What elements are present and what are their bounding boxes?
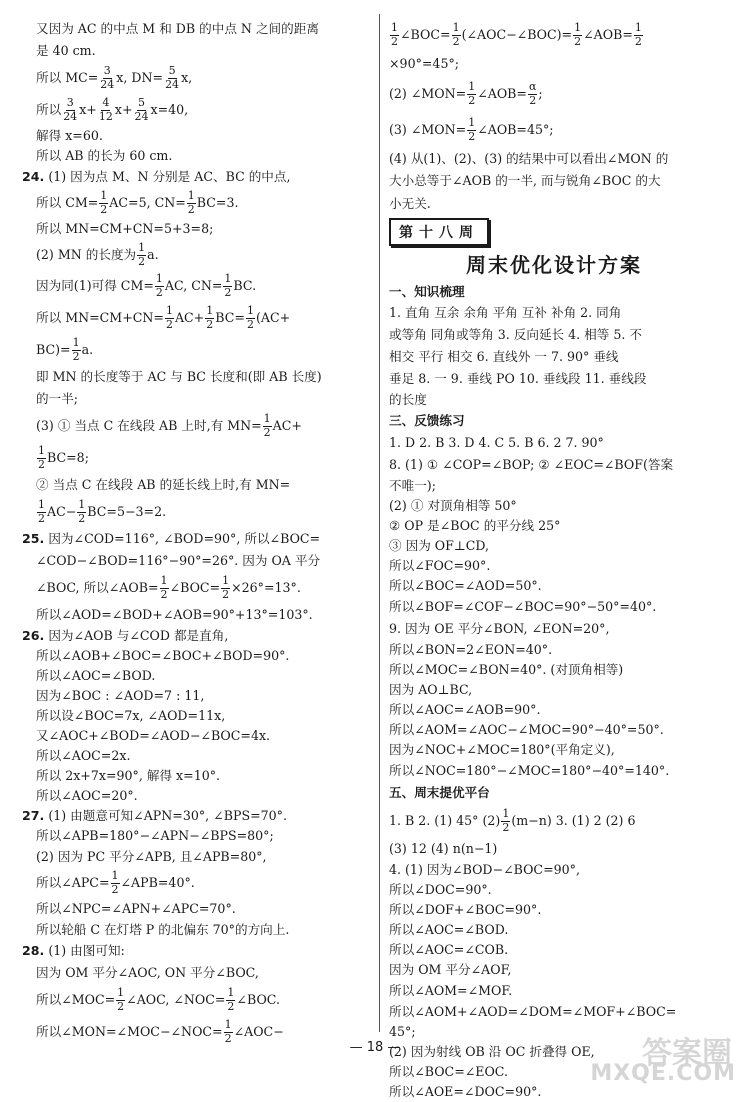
fraction: $\frac{1}{2}$ [468, 80, 476, 107]
text-line: 所以∠DOF+∠BOC=90°. [389, 902, 542, 918]
text-line: 所以 AB 的长为 60 cm. [36, 148, 173, 164]
text-line: 所以∠AOC=∠BOD. [389, 922, 509, 938]
text-line: 又因为 AC 的中点 M 和 DB 的中点 N 之间的距离 [36, 21, 319, 37]
text-line: 4. (1) 因为∠BOD−∠BOC=90°, [389, 862, 580, 878]
text-line: 的长度 [389, 392, 427, 408]
fraction: $\frac{1}{2}$ [224, 1018, 232, 1045]
text-line: 所以 MC= $\frac{3}{24}$ x, DN= $\frac{5}{24}$ x, [36, 64, 193, 91]
fraction: $\frac{1}{2}$ [206, 304, 214, 331]
text-line: 因为 OM 平分∠AOF, [389, 962, 512, 978]
question-number: 24. [22, 169, 45, 185]
right-column [389, 18, 719, 1102]
sub-heading: 三、反馈练习 [389, 413, 465, 429]
text-line: (3) 12 (4) n(n−1) [389, 841, 498, 857]
text-line: (2) 因为射线 OB 沿 OC 折叠得 OE, [389, 1044, 595, 1060]
text-line: (3) ① 当点 C 在线段 AB 上时,有 MN= $\frac{1}{2}$ AC+ [36, 412, 302, 439]
text-line: (4) 从(1)、(2)、(3) 的结果中可以看出∠MON 的 [389, 151, 669, 167]
text-line: ∠BOC, 所以∠AOB= $\frac{1}{2}$ ∠BOC= $\frac{1}{2}$ ×26°=13°. [36, 574, 301, 601]
question-28: 28. (1) 由图可知: [22, 943, 125, 959]
fraction: $\frac{1}{2}$ [138, 241, 146, 268]
text-line: 所以∠APC= $\frac{1}{2}$ ∠APB=40°. [36, 869, 195, 896]
text-line: 所以∠APB=180°−∠APN−∠BPS=80°; [36, 828, 274, 844]
watermark-logo [592, 1026, 742, 1086]
fraction: $\frac{1}{2}$ [263, 412, 271, 439]
text-line: 小无关. [389, 196, 431, 212]
fraction: $\frac{1}{2}$ [468, 116, 476, 143]
text-line: 不唯一); [389, 478, 436, 494]
text-line: 所以∠BOF=∠COF−∠BOC=90°−50°=40°. [389, 599, 657, 615]
text-line: 所以∠AOM+∠AOD=∠DOM=∠MOF+∠BOC= [389, 1004, 677, 1020]
fraction: $\frac{1}{2}$ [160, 574, 168, 601]
question-number: 26. [22, 628, 45, 644]
text-line: $\frac{1}{2}$ AC− $\frac{1}{2}$ BC=5−3=2. [38, 498, 167, 525]
text-line: (2) ∠MON= $\frac{1}{2}$ ∠AOB= $\frac{\alpha}{2}$ ; [389, 80, 543, 107]
fraction: $\frac{3}{24}$ [63, 96, 78, 123]
text-line: 因为 OM 平分∠AOC, ON 平分∠BOC, [36, 965, 259, 981]
section-title: 周末优化设计方案 [466, 253, 642, 277]
text-line: 9. 因为 OE 平分∠BON, ∠EON=20°, [389, 621, 610, 637]
fraction: $\frac{1}{2}$ [634, 21, 642, 48]
text-line: (3) ∠MON= $\frac{1}{2}$ ∠AOB=45°; [389, 116, 554, 143]
text-line: 所以∠NOC=180°−∠MOC=180°−40°=140°. [389, 763, 670, 779]
text-line: 所以轮船 C 在灯塔 P 的北偏东 70°的方向上. [36, 922, 290, 938]
text-line: 所以∠AOB+∠BOC=∠BOC+∠BOD=90°. [36, 648, 290, 664]
text-line: 1. 直角 互余 余角 平角 互补 补角 2. 同角 [389, 305, 622, 321]
text-line: 所以 $\frac{3}{24}$ x+ $\frac{4}{12}$ x+ $\frac{5}{24}$ x=40, [36, 96, 189, 123]
question-number: 27. [22, 808, 45, 824]
text-line: 所以∠AOC=∠AOB=90°. [389, 702, 541, 718]
week-label: 第十八周 [389, 218, 489, 246]
text-line: ② OP 是∠BOC 的平分线 25° [389, 518, 561, 534]
text-line: 8. (1) ① ∠COP=∠BOP; ② ∠EOC=∠BOF(答案 [389, 457, 674, 473]
text-line: ×90°=45°; [389, 56, 459, 72]
text-line: (2) MN 的长度为 $\frac{1}{2}$ a. [36, 241, 159, 268]
text-line: 因为∠NOC+∠MOC=180°(平角定义), [389, 742, 615, 758]
text-line: ② 当点 C 在线段 AB 的延长线上时,有 MN= [36, 477, 291, 493]
page-number: — 18 — [349, 1040, 401, 1055]
text-line: 即 MN 的长度等于 AC 与 BC 长度和(即 AB 长度) [36, 369, 322, 385]
sub-heading: 五、周末提优平台 [389, 785, 490, 801]
fraction: $\frac{1}{2}$ [187, 189, 195, 216]
question-24: 24. (1) 因为点 M、N 分别是 AC、BC 的中点, [22, 169, 291, 185]
fraction: $\frac{1}{2}$ [502, 807, 510, 834]
fraction: $\frac{1}{2}$ [224, 272, 232, 299]
text-line: 所以∠BOC=∠AOD=50°. [389, 578, 542, 594]
fraction: $\frac{1}{2}$ [391, 21, 398, 48]
sub-heading: 一、知识梳理 [389, 284, 465, 300]
text-line: 因为∠BOC : ∠AOD=7 : 11, [36, 688, 205, 704]
text-line: 所以 MN=CM+CN= $\frac{1}{2}$ AC+ $\frac{1}{2}$ BC= $\frac{1}{2}$ (AC+ [36, 304, 291, 331]
fraction: $\frac{1}{2}$ [227, 986, 235, 1013]
text-line: 所以∠AOD=∠BOD+∠AOB=90°+13°=103°. [36, 607, 313, 623]
text-line: 所以∠BOC=∠EOC. [389, 1064, 509, 1080]
column-divider [379, 14, 380, 1032]
watermark-text: 答案圈 [642, 1036, 732, 1071]
text-line: 1. D 2. B 3. D 4. C 5. B 6. 2 7. 90° [389, 435, 604, 451]
text-line: (2) 因为 PC 平分∠APB, 且∠APB=80°, [36, 849, 267, 865]
text-line: 因为同(1)可得 CM= $\frac{1}{2}$ AC, CN= $\frac{1}{2}$ BC. [36, 272, 257, 299]
fraction: $\frac{1}{2}$ [155, 272, 163, 299]
fraction: $\frac{5}{24}$ [165, 64, 180, 91]
fraction: $\frac{1}{2}$ [165, 304, 173, 331]
fraction: $\frac{4}{12}$ [98, 96, 113, 123]
text-line: 1. B 2. (1) 45° (2) $\frac{1}{2}$ (m−n) 3. (1) 2 (2) 6 [389, 807, 636, 834]
question-25: 25. 因为∠COD=116°, ∠BOD=90°, 所以∠BOC= [22, 531, 321, 547]
text-line: 解得 x=60. [36, 128, 103, 144]
text-line: (2) ① 对顶角相等 50° [389, 498, 517, 514]
text-line: BC)= $\frac{1}{2}$ a. [36, 336, 94, 363]
text-line: ∠COD−∠BOD=116°−90°=26°. 因为 OA 平分 [36, 553, 321, 569]
text-line: 所以∠AOM=∠MOF. [389, 983, 513, 999]
text-line: 所以 CM= $\frac{1}{2}$ AC=5, CN= $\frac{1}{2}$ BC=3. [36, 189, 239, 216]
text-line: 所以∠AOC=∠COB. [389, 942, 509, 958]
fraction: $\frac{3}{24}$ [100, 64, 115, 91]
fraction: $\frac{1}{2}$ [574, 21, 582, 48]
fraction: $\frac{\alpha}{2}$ [528, 80, 537, 107]
fraction: $\frac{1}{2}$ [452, 21, 460, 48]
text-line: 45°; [389, 1024, 416, 1040]
fraction: $\frac{1}{2}$ [38, 498, 45, 525]
text-line: 大小总等于∠AOB 的一半, 而与锐角∠BOC 的大 [389, 173, 661, 189]
question-26: 26. 因为∠AOB 与∠COD 都是直角, [22, 628, 229, 644]
question-27: 27. (1) 由题意可知∠APN=30°, ∠BPS=70°. [22, 808, 287, 824]
text-line: 因为 AO⊥BC, [389, 682, 473, 698]
text-line: 所以∠AOC=2x. [36, 748, 131, 764]
left-column [22, 18, 374, 1048]
watermark-url: MXQE.COM [590, 1061, 736, 1086]
text-line: 所以∠DOC=90°. [389, 882, 492, 898]
text-line: 所以∠AOE=∠DOC=90°. [389, 1084, 542, 1100]
text-line: $\frac{1}{2}$ BC=8; [38, 444, 89, 471]
text-line: $\frac{1}{2}$ ∠BOC= $\frac{1}{2}$ (∠AOC−∠BOC)= $\frac{1}{2}$ ∠AOB= $\frac{1}{2}$ [391, 21, 642, 48]
text-line: 所以∠MOC=∠BON=40°. (对顶角相等) [389, 662, 624, 678]
fraction: $\frac{5}{24}$ [134, 96, 149, 123]
text-line: 或等角 同角或等角 3. 反向延长 4. 相等 5. 不 [389, 327, 642, 343]
text-line: 的一半; [36, 391, 79, 407]
text-line: 又∠AOC+∠BOD=∠AOD−∠BOC=4x. [36, 728, 271, 744]
text-line: 所以∠NPC=∠APN+∠APC=70°. [36, 901, 236, 917]
fraction: $\frac{1}{2}$ [78, 498, 86, 525]
question-number: 28. [22, 943, 45, 959]
text-line: 所以 MN=CM+CN=5+3=8; [36, 221, 214, 237]
fraction: $\frac{1}{2}$ [111, 869, 119, 896]
text-line: 相交 平行 相交 6. 直线外 一 7. 90° 垂线 [389, 349, 619, 365]
text-line: 所以设∠BOC=7x, ∠AOD=11x, [36, 708, 226, 724]
text-line: 所以 2x+7x=90°, 解得 x=10°. [36, 768, 221, 784]
text-line: 所以∠AOC=20°. [36, 788, 138, 804]
text-line: ③ 因为 OF⊥CD, [389, 538, 489, 554]
text-line: 所以∠MOC= $\frac{1}{2}$ ∠AOC, ∠NOC= $\frac{1}{2}$ ∠BOC. [36, 986, 280, 1013]
text-line: 所以∠FOC=90°. [389, 558, 491, 574]
fraction: $\frac{1}{2}$ [246, 304, 254, 331]
week-header [389, 216, 719, 248]
fraction: $\frac{1}{2}$ [117, 986, 125, 1013]
text-line: 所以∠AOC=∠BOD. [36, 668, 156, 684]
text-line: 所以∠AOM=∠AOC−∠MOC=90°−40°=50°. [389, 722, 664, 738]
fraction: $\frac{1}{2}$ [222, 574, 230, 601]
text-line: 是 40 cm. [36, 43, 96, 59]
fraction: $\frac{1}{2}$ [38, 444, 45, 471]
text-line: 所以∠MON=∠MOC−∠NOC= $\frac{1}{2}$ ∠AOC− [36, 1018, 284, 1045]
text-line: 所以∠BON=2∠EON=40°. [389, 642, 553, 658]
fraction: $\frac{1}{2}$ [72, 336, 80, 363]
question-number: 25. [22, 531, 45, 547]
text-line: 垂足 8. 一 9. 垂线 PO 10. 垂线段 11. 垂线段 [389, 371, 647, 387]
fraction: $\frac{1}{2}$ [100, 189, 108, 216]
